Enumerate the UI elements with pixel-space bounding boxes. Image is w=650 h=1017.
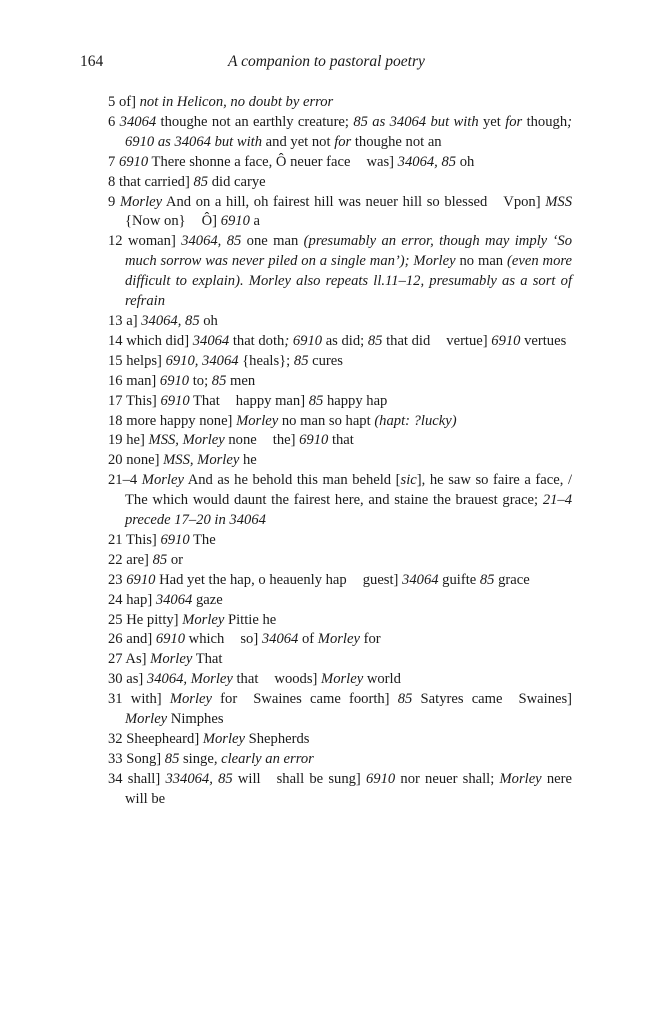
running-header bbox=[0, 53, 650, 75]
note-text: 18 more happy none] bbox=[108, 412, 237, 429]
note-text: men bbox=[226, 372, 256, 389]
note-text: 30 as] bbox=[108, 671, 147, 688]
note-text: 13 a] bbox=[108, 312, 142, 329]
note-text: Had yet the hap, o heauenly hap bbox=[155, 571, 347, 588]
note-text: for bbox=[211, 691, 238, 708]
note-italic-text: for bbox=[505, 113, 523, 130]
note-text: Swaines came foorth] bbox=[253, 691, 398, 708]
note-text: 21 This] bbox=[108, 531, 161, 548]
note-text: 27 As] bbox=[108, 651, 151, 668]
note-entry bbox=[108, 770, 572, 810]
note-text: to; bbox=[189, 372, 212, 389]
note-text: That bbox=[192, 651, 223, 668]
note-text: 9 bbox=[108, 193, 120, 210]
note-italic-text: 34064, 85 bbox=[181, 233, 242, 250]
note-italic-text: 85 bbox=[397, 691, 413, 708]
note-text: 8 that carried] bbox=[108, 173, 194, 190]
note-entry bbox=[108, 352, 572, 372]
note-text: no man bbox=[455, 253, 508, 270]
note-entry bbox=[108, 93, 572, 113]
note-italic-text: 85 bbox=[164, 750, 180, 767]
note-text: singe bbox=[179, 750, 214, 767]
note-text: shall be sung] bbox=[276, 770, 366, 787]
note-text: 14 which did] bbox=[108, 332, 193, 349]
note-entry bbox=[108, 392, 572, 412]
note-italic-text: Morley bbox=[321, 671, 364, 688]
note-italic-text: Morley bbox=[182, 611, 225, 628]
note-italic-text: Morley bbox=[119, 193, 163, 210]
note-italic-text: (even more difficult to explain). Morley also repeats ll.11–12, presumably as a sort of refrain bbox=[125, 253, 572, 310]
note-italic-text: MSS, Morley bbox=[148, 432, 225, 449]
note-text: 22 are] bbox=[108, 551, 153, 568]
note-italic-text: Morley bbox=[169, 691, 212, 708]
note-italic-text: Morley bbox=[141, 472, 184, 489]
note-entry bbox=[108, 471, 572, 531]
note-text: one man bbox=[241, 233, 304, 250]
note-italic-text: 6910 bbox=[220, 213, 250, 230]
note-text: The bbox=[189, 531, 216, 548]
note-text: {Now on} bbox=[125, 213, 186, 230]
note-italic-text: 6910 bbox=[299, 432, 329, 449]
note-text: 34 shall] bbox=[108, 770, 166, 787]
note-entry bbox=[108, 193, 572, 233]
note-text: nere will be bbox=[125, 770, 572, 807]
note-text: Shepherds bbox=[244, 731, 310, 747]
note-entry bbox=[108, 113, 572, 153]
note-entry bbox=[108, 630, 572, 650]
note-italic-text: 34064 bbox=[261, 631, 299, 648]
note-text: of bbox=[298, 631, 318, 648]
note-italic-text: 85 bbox=[479, 571, 495, 588]
note-text: which bbox=[185, 631, 225, 648]
note-text: 21–4 bbox=[108, 472, 142, 489]
note-italic-text: 85 bbox=[152, 551, 168, 568]
note-italic-text: 34064, 85 bbox=[141, 312, 200, 329]
note-entry bbox=[108, 670, 572, 690]
note-italic-text: 21–4 precede 17–20 in 34064 bbox=[125, 492, 572, 529]
note-text: was] bbox=[366, 153, 398, 170]
note-text: a bbox=[249, 213, 261, 230]
note-text: guest] bbox=[362, 571, 403, 588]
note-text: Pittie he bbox=[224, 611, 277, 628]
note-italic-text: Morley bbox=[202, 731, 245, 747]
note-text: that doth bbox=[229, 332, 285, 349]
note-italic-text: 6910 bbox=[118, 153, 149, 170]
note-text: that bbox=[328, 432, 354, 449]
note-entry bbox=[108, 571, 572, 591]
note-text: guifte bbox=[438, 571, 480, 588]
note-text: oh bbox=[456, 153, 475, 170]
note-text: no man so hapt bbox=[278, 412, 375, 429]
note-entry bbox=[108, 332, 572, 352]
note-text: oh bbox=[199, 312, 218, 329]
note-text: that bbox=[232, 671, 259, 688]
note-italic-text: 6910 bbox=[155, 631, 186, 648]
note-text: cures bbox=[308, 352, 343, 369]
note-text: will bbox=[232, 770, 261, 787]
note-italic-text: 85 as 34064 but with bbox=[353, 113, 479, 130]
note-text: nor neuer shall; bbox=[395, 770, 500, 787]
note-italic-text: (hapt: ?lucky) bbox=[374, 412, 457, 429]
note-text: 7 bbox=[108, 153, 119, 170]
note-text: and yet not bbox=[262, 133, 335, 150]
note-italic-text: 34064, 85 bbox=[397, 153, 457, 170]
note-italic-text: 6910 bbox=[366, 770, 396, 787]
note-text: did carye bbox=[208, 173, 266, 190]
note-italic-text: not in Helicon, no doubt by error bbox=[139, 94, 334, 110]
note-italic-text: 34064 bbox=[402, 571, 439, 588]
note-text: he bbox=[239, 452, 257, 469]
note-text: that did bbox=[382, 332, 431, 349]
note-italic-text: 334064, 85 bbox=[165, 770, 233, 787]
note-italic-text: Morley bbox=[499, 770, 542, 787]
note-italic-text: Morley bbox=[125, 711, 168, 728]
note-text: 20 none] bbox=[108, 452, 164, 469]
note-italic-text: ; 6910 bbox=[284, 332, 323, 349]
note-entry bbox=[108, 173, 572, 193]
note-text: the] bbox=[272, 432, 300, 449]
note-entry bbox=[108, 591, 572, 611]
note-italic-text: 85 bbox=[193, 173, 209, 190]
note-text: {heals}; bbox=[238, 352, 294, 369]
note-italic-text: MSS, Morley bbox=[163, 452, 240, 469]
note-italic-text: for bbox=[334, 133, 352, 150]
note-text: 23 bbox=[108, 571, 127, 588]
note-text: 33 Song] bbox=[108, 750, 165, 767]
note-entry bbox=[108, 412, 572, 432]
note-text: 12 woman] bbox=[108, 233, 182, 250]
note-text: Ô] bbox=[201, 213, 221, 230]
note-italic-text: 6910 bbox=[491, 332, 521, 349]
note-entry bbox=[108, 451, 572, 471]
note-text: Vpon] bbox=[503, 193, 546, 210]
note-text: 19 he] bbox=[108, 432, 149, 449]
note-entry bbox=[108, 431, 572, 451]
note-entry bbox=[108, 650, 572, 670]
note-text: happy man] bbox=[235, 392, 309, 409]
note-entry bbox=[108, 312, 572, 332]
note-entry bbox=[108, 690, 572, 730]
note-italic-text: 85 bbox=[211, 372, 227, 389]
note-text: Swaines] bbox=[518, 691, 573, 708]
note-text: gaze bbox=[192, 591, 223, 608]
note-text: 16 man] bbox=[108, 372, 160, 389]
note-entry bbox=[108, 531, 572, 551]
note-text: That bbox=[189, 392, 220, 409]
note-entry bbox=[108, 551, 572, 571]
note-italic-text: MSS bbox=[545, 193, 572, 210]
note-text: happy hap bbox=[323, 392, 388, 409]
note-text: There shonne a face, Ô neuer face bbox=[148, 153, 351, 170]
note-text: for bbox=[359, 631, 381, 648]
note-italic-text: 85 bbox=[308, 392, 324, 409]
note-italic-text: , clearly an error bbox=[213, 750, 314, 767]
note-italic-text: sic bbox=[400, 472, 417, 489]
note-italic-text: 6910 bbox=[160, 392, 190, 409]
note-italic-text: 85 bbox=[293, 352, 309, 369]
note-italic-text: 34064 bbox=[192, 332, 230, 349]
note-text: though bbox=[522, 113, 568, 130]
note-italic-text: 6910, 34064 bbox=[165, 352, 239, 369]
note-text: 17 This] bbox=[108, 392, 161, 409]
note-text: 6 bbox=[108, 113, 120, 130]
note-italic-text: Morley bbox=[150, 651, 193, 668]
note-text: thoughe not an earthly creature; bbox=[156, 113, 354, 130]
note-text: 26 and] bbox=[108, 631, 156, 648]
note-entry bbox=[108, 611, 572, 631]
note-text: 32 Sheepheard] bbox=[108, 731, 203, 747]
note-text: none bbox=[224, 432, 257, 449]
note-italic-text: 34064 bbox=[119, 113, 157, 130]
note-text: so] bbox=[240, 631, 262, 648]
note-italic-text: 6910 bbox=[159, 372, 190, 389]
note-text: woods] bbox=[274, 671, 322, 688]
note-italic-text: Morley bbox=[236, 412, 279, 429]
note-text: 25 He pitty] bbox=[108, 611, 183, 628]
note-text: thoughe not an bbox=[351, 133, 442, 150]
note-text: world bbox=[363, 671, 401, 688]
note-text: yet bbox=[478, 113, 506, 130]
note-text: Satyres came bbox=[412, 691, 503, 708]
note-italic-text: 34064, Morley bbox=[146, 671, 233, 688]
note-text: vertues bbox=[520, 332, 567, 349]
note-italic-text: Morley bbox=[317, 631, 360, 648]
note-italic-text: (presumably an error, though may imply ‘So much sorrow was never piled on a single man’); Morley bbox=[125, 233, 572, 270]
note-text: And as he behold this man beheld [ bbox=[183, 472, 401, 489]
note-entry bbox=[108, 730, 572, 750]
note-italic-text: ; 6910 as 34064 but with bbox=[125, 113, 572, 150]
note-entry bbox=[108, 232, 572, 312]
note-text: 31 with] bbox=[108, 691, 170, 708]
page-number: 164 bbox=[80, 53, 104, 70]
note-entry bbox=[108, 750, 572, 770]
note-text: or bbox=[167, 551, 183, 568]
note-text: ], he saw so faire a face, / The which would daunt the fairest here, and staine the brauest grace; bbox=[125, 472, 572, 509]
note-text: 15 helps] bbox=[108, 352, 166, 369]
textual-notes bbox=[108, 93, 572, 810]
note-italic-text: 6910 bbox=[160, 531, 190, 548]
note-text: grace bbox=[494, 571, 530, 588]
note-text: And on a hill, oh fairest hill was neuer hill so blessed bbox=[162, 193, 488, 210]
note-text: 24 hap] bbox=[108, 591, 156, 608]
note-italic-text: 34064 bbox=[155, 591, 193, 608]
note-entry bbox=[108, 153, 572, 173]
note-text: Nimphes bbox=[167, 711, 224, 728]
note-text: as did; bbox=[322, 332, 368, 349]
running-title: A companion to pastoral poetry bbox=[228, 53, 425, 70]
note-text: vertue] bbox=[446, 332, 492, 349]
note-text: 5 of] bbox=[108, 94, 140, 110]
note-italic-text: 6910 bbox=[126, 571, 156, 588]
note-italic-text: 85 bbox=[367, 332, 383, 349]
note-entry bbox=[108, 372, 572, 392]
